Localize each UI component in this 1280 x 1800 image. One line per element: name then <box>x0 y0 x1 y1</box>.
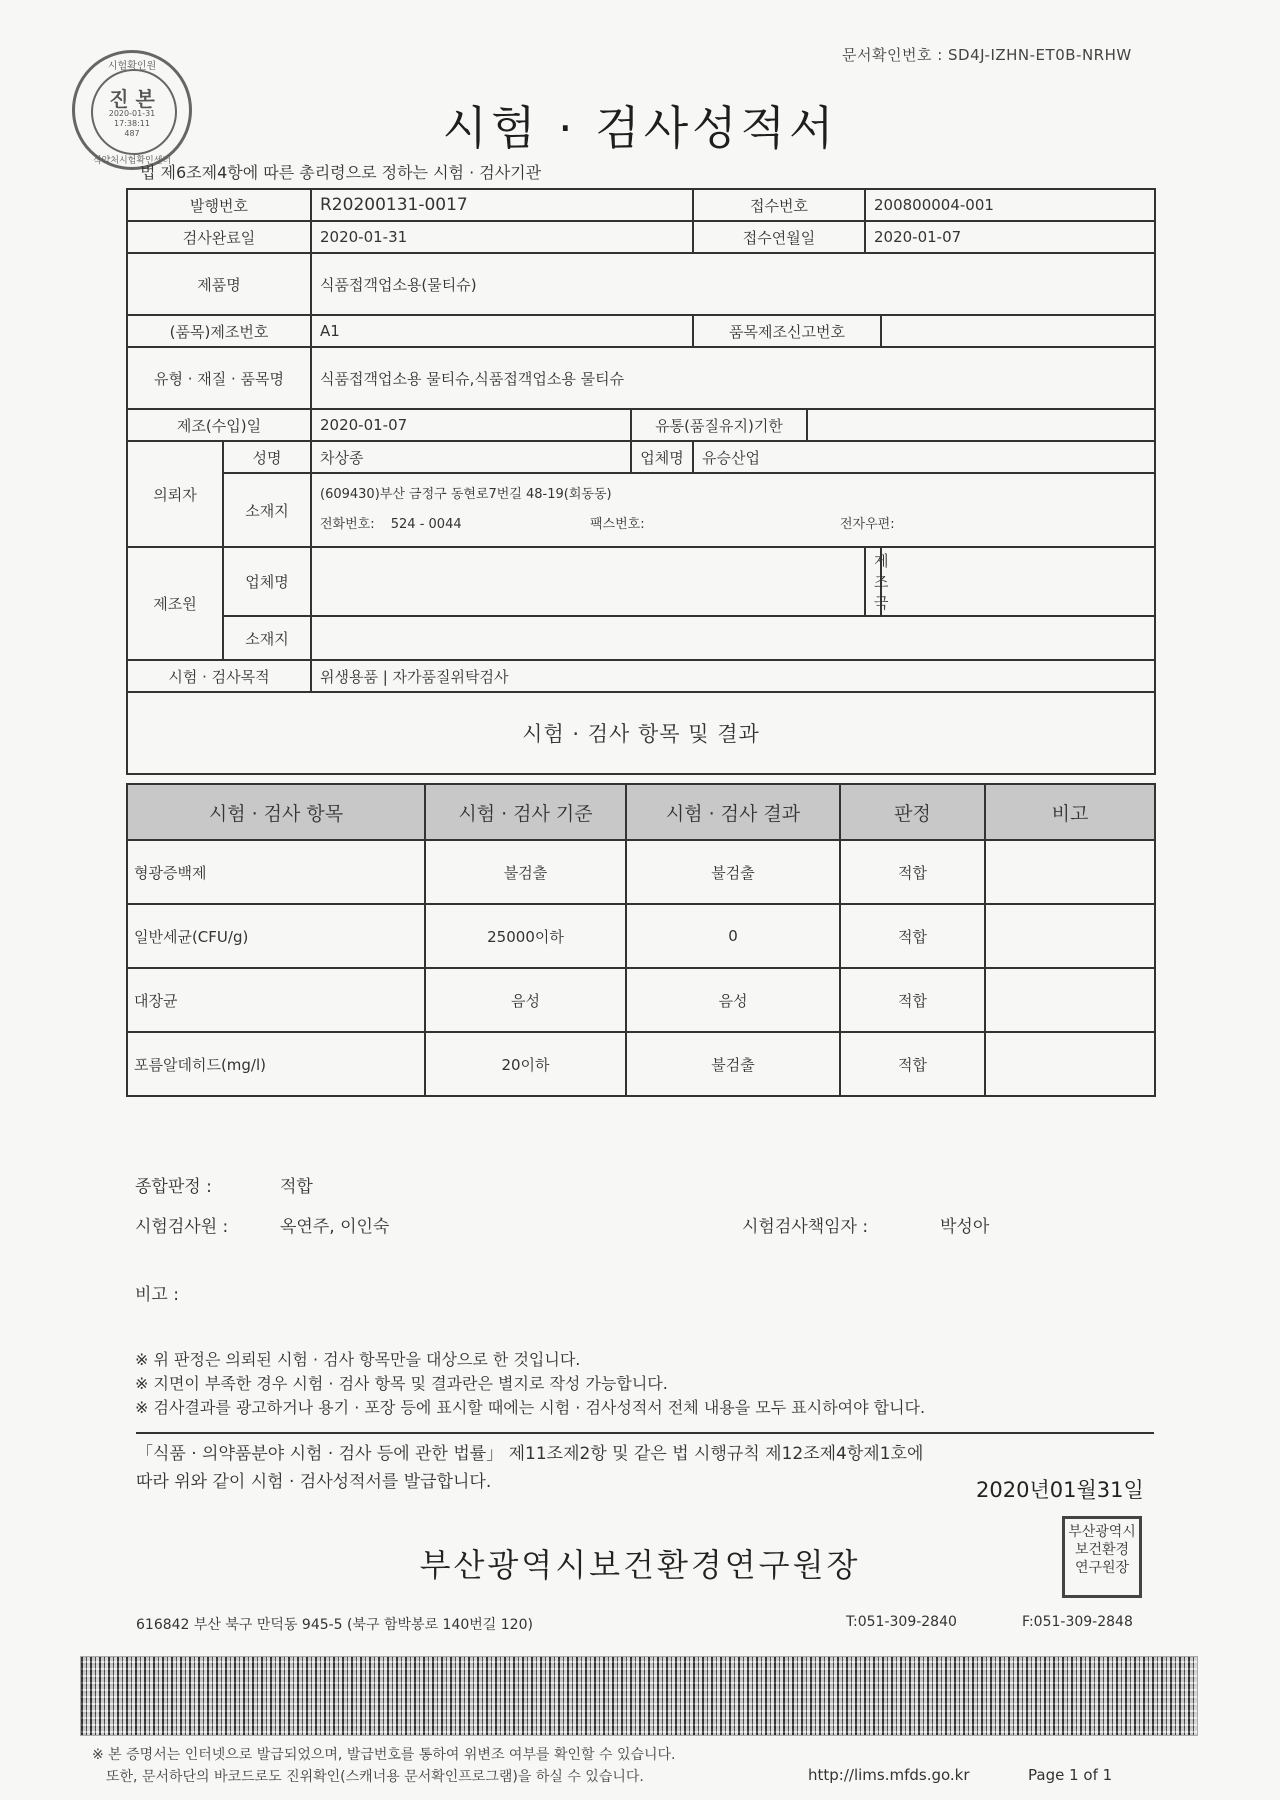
note-cell <box>985 968 1155 1032</box>
overall-judgement-label: 종합판정 : <box>135 1177 212 1197</box>
note-line: ※ 위 판정은 의뢰된 시험 · 검사 항목만을 대상으로 한 것입니다. <box>135 1350 581 1369</box>
client-email-label: 전자우편: <box>840 517 895 532</box>
receipt-no-label: 접수번호 <box>693 189 865 221</box>
testers-label: 시험검사원 : <box>135 1217 229 1237</box>
type-material-value: 식품접객업소용 물티슈,식품접객업소용 물티슈 <box>311 347 1155 409</box>
law-statement <box>136 1440 923 1496</box>
divider <box>136 1432 1154 1434</box>
testers-value: 옥연주, 이인숙 <box>280 1217 390 1237</box>
overall-judgement-value: 적합 <box>280 1177 313 1197</box>
issuer-tel: T:051-309-2840 <box>846 1614 957 1630</box>
issuer-address: 616842 부산 북구 만덕동 945-5 (북구 함박봉로 140번길 120) <box>136 1617 533 1633</box>
client-location-label: 소재지 <box>223 473 311 547</box>
client-company-label: 업체명 <box>631 441 693 473</box>
standard-cell: 음성 <box>425 968 626 1032</box>
header-result: 시험 · 검사 결과 <box>626 784 840 840</box>
result-cell: 불검출 <box>626 1032 840 1096</box>
client-phone-value: 524 - 0044 <box>390 517 462 532</box>
result-cell: 0 <box>626 904 840 968</box>
purpose-label: 시험 · 검사목적 <box>127 660 311 692</box>
maker-country-value <box>881 547 1155 616</box>
document-title: 시험 · 검사성적서 <box>442 101 838 155</box>
law-line-2: 따라 위와 같이 시험 · 검사성적서를 발급합니다. <box>136 1472 492 1492</box>
client-company-value: 유승산업 <box>693 441 1155 473</box>
header-judgement: 판정 <box>840 784 985 840</box>
maker-company-label: 업체명 <box>223 547 311 616</box>
expiry-value <box>807 409 1155 441</box>
info-table <box>126 188 1156 775</box>
footer-notice <box>92 1744 676 1788</box>
page-indicator: Page 1 of 1 <box>1028 1766 1113 1784</box>
note-line: ※ 검사결과를 광고하거나 용기 · 포장 등에 표시할 때에는 시험 · 검사성적서 전체 내용을 모두 표시하여야 합니다. <box>135 1398 926 1417</box>
legal-basis: 법 제6조제4항에 따른 총리령으로 정하는 시험 · 검사기관 <box>140 163 542 182</box>
result-cell: 불검출 <box>626 840 840 904</box>
document-confirm-number: 문서확인번호 : SD4J-IZHN-ET0B-NRHW <box>842 46 1132 64</box>
judgement-cell: 적합 <box>840 840 985 904</box>
purpose-value: 위생용품 | 자가품질위탁검사 <box>311 660 1155 692</box>
standard-cell: 20이하 <box>425 1032 626 1096</box>
official-stamp <box>1062 1516 1142 1598</box>
header-item: 시험 · 검사 항목 <box>127 784 425 840</box>
stamp-line: 연구원장 <box>1074 1560 1130 1576</box>
judgement-cell: 적합 <box>840 1032 985 1096</box>
judgement-cell: 적합 <box>840 904 985 968</box>
issuer-fax: F:051-309-2848 <box>1022 1614 1133 1630</box>
note-cell <box>985 840 1155 904</box>
maker-location-value <box>311 616 1155 660</box>
table-row <box>127 840 1155 904</box>
remarks-label: 비고 : <box>135 1285 179 1305</box>
table-row <box>127 1032 1155 1096</box>
client-fax-label: 팩스번호: <box>590 517 645 532</box>
standard-cell: 25000이하 <box>425 904 626 968</box>
manufacture-no-value: A1 <box>311 315 693 347</box>
maker-country-label: 제조국 <box>865 547 881 616</box>
receipt-date-value: 2020-01-07 <box>865 221 1155 253</box>
product-name-value: 식품접객업소용(물티슈) <box>311 253 1155 315</box>
stamp-line: 보건환경 <box>1074 1542 1130 1558</box>
client-label: 의뢰자 <box>127 441 223 547</box>
results-section-title: 시험 · 검사 항목 및 결과 <box>127 692 1155 774</box>
note-cell <box>985 1032 1155 1096</box>
standard-cell: 불검출 <box>425 840 626 904</box>
manufacture-date-label: 제조(수입)일 <box>127 409 311 441</box>
item-cell: 포름알데히드(mg/l) <box>127 1032 425 1096</box>
item-report-no-label: 품목제조신고번호 <box>693 315 881 347</box>
header-standard: 시험 · 검사 기준 <box>425 784 626 840</box>
completion-date-label: 검사완료일 <box>127 221 311 253</box>
stamp-line: 부산광역시 <box>1068 1524 1136 1540</box>
client-contact-row <box>320 510 1146 540</box>
type-material-label: 유형 · 재질 · 품목명 <box>127 347 311 409</box>
footer-line-2: 또한, 문서하단의 바코드로도 진위확인(스캐너용 문서확인프로그램)을 하실 수 있습니다. <box>106 1769 644 1785</box>
footer-url[interactable]: http://lims.mfds.go.kr <box>808 1766 970 1784</box>
expiry-label: 유통(품질유지)기한 <box>631 409 807 441</box>
table-row <box>127 968 1155 1032</box>
manufacture-date-value: 2020-01-07 <box>311 409 631 441</box>
maker-location-label: 소재지 <box>223 616 311 660</box>
item-report-no-value <box>881 315 1155 347</box>
law-line-1: 「식품 · 의약품분야 시험 · 검사 등에 관한 법률」 제11조제2항 및 같은 법 시행규칙 제12조제4항제1호에 <box>136 1444 924 1464</box>
manager-label: 시험검사책임자 : <box>742 1217 869 1237</box>
receipt-no-value: 200800004-001 <box>865 189 1155 221</box>
note-line: ※ 지면이 부족한 경우 시험 · 검사 항목 및 결과란은 별지로 작성 가능합니다. <box>135 1374 668 1393</box>
seal-top-text: 시험확인원 <box>107 61 157 72</box>
seal-main-text: 진 본 <box>109 87 155 111</box>
issue-no-value: R20200131-0017 <box>311 189 693 221</box>
seal-time: 17:38:11 <box>114 119 150 128</box>
notes-block <box>135 1348 925 1420</box>
maker-company-value <box>311 547 865 616</box>
client-name-label: 성명 <box>223 441 311 473</box>
seal-date: 2020-01-31 <box>108 109 156 118</box>
seal-bottom-text: 식약처시험확인센터 <box>92 156 172 166</box>
table-row <box>127 904 1155 968</box>
receipt-date-label: 접수연월일 <box>693 221 865 253</box>
product-name-label: 제품명 <box>127 253 311 315</box>
header-note: 비고 <box>985 784 1155 840</box>
judgement-cell: 적합 <box>840 968 985 1032</box>
completion-date-value: 2020-01-31 <box>311 221 693 253</box>
seal-serial: 487 <box>124 129 140 138</box>
item-cell: 일반세균(CFU/g) <box>127 904 425 968</box>
issue-no-label: 발행번호 <box>127 189 311 221</box>
manufacture-no-label: (품목)제조번호 <box>127 315 311 347</box>
footer-line-1: ※ 본 증명서는 인터넷으로 발급되었으며, 발급번호를 통하여 위변조 여부를 확인할 수 있습니다. <box>92 1747 676 1763</box>
issue-date: 2020년01월31일 <box>976 1478 1144 1502</box>
client-phone-label: 전화번호: <box>320 517 375 532</box>
maker-label: 제조원 <box>127 547 223 660</box>
client-name-value: 차상종 <box>311 441 631 473</box>
client-address: (609430)부산 금정구 동현로7번길 48-19(회동동) <box>320 487 612 502</box>
result-cell: 음성 <box>626 968 840 1032</box>
manager-value: 박성아 <box>940 1217 990 1237</box>
verification-barcode <box>80 1656 1198 1736</box>
item-cell: 대장균 <box>127 968 425 1032</box>
item-cell: 형광증백제 <box>127 840 425 904</box>
results-table <box>126 783 1156 1097</box>
issuer-name: 부산광역시보건환경연구원장 <box>419 1546 861 1584</box>
note-cell <box>985 904 1155 968</box>
